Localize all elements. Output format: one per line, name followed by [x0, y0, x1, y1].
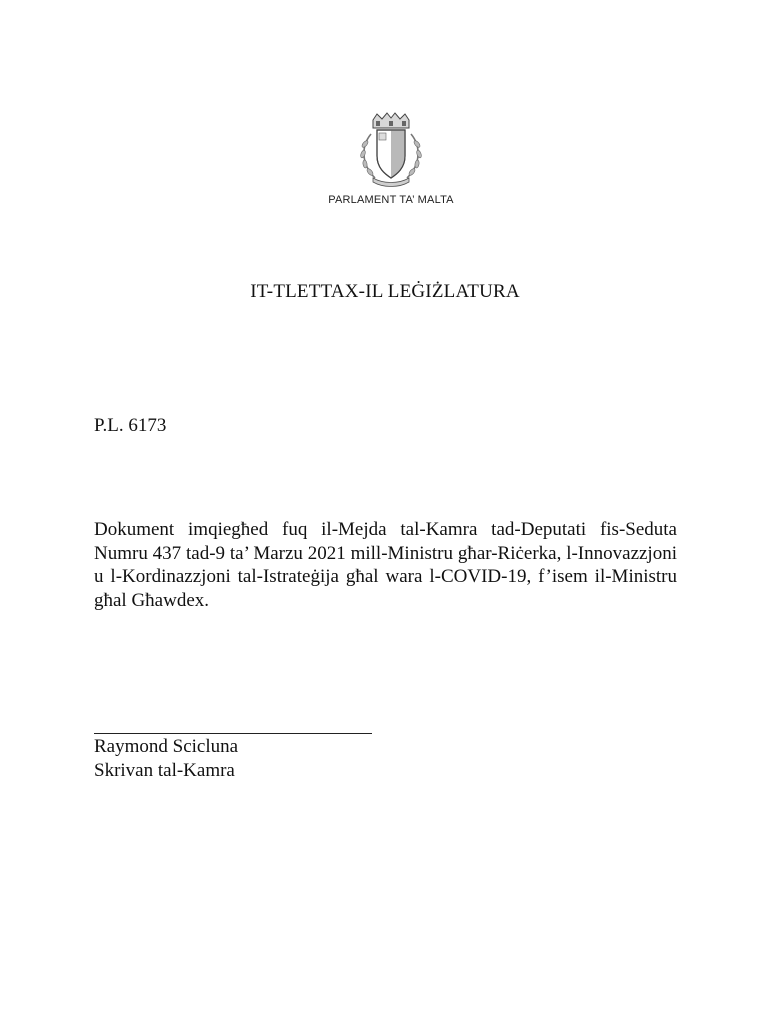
document-reference: P.L. 6173: [94, 415, 167, 436]
signer-title: Skrivan tal-Kamra: [94, 760, 235, 781]
emblem-caption: PARLAMENT TA’ MALTA: [328, 194, 454, 206]
coat-of-arms-icon: [351, 112, 431, 192]
signer-name: Raymond Scicluna: [94, 736, 239, 757]
document-body: Dokument imqiegħed fuq il-Mejda tal-Kamra tad-Deputati fis-Seduta Numru 437 tad-9 ta’ Marzu 2021 mill-Ministru għar-Riċerka, l-Innovazzjoni u l-Kordinazzjoni tal-Istrateġija għal wara l-COVID-19, f’isem il-Ministru għal Għawdex.: [94, 519, 677, 611]
parliament-emblem: [300, 106, 482, 234]
legislature-heading: IT-TLETTAX-IL LEĠIŻLATURA: [250, 281, 520, 302]
signature-line: [94, 733, 372, 734]
